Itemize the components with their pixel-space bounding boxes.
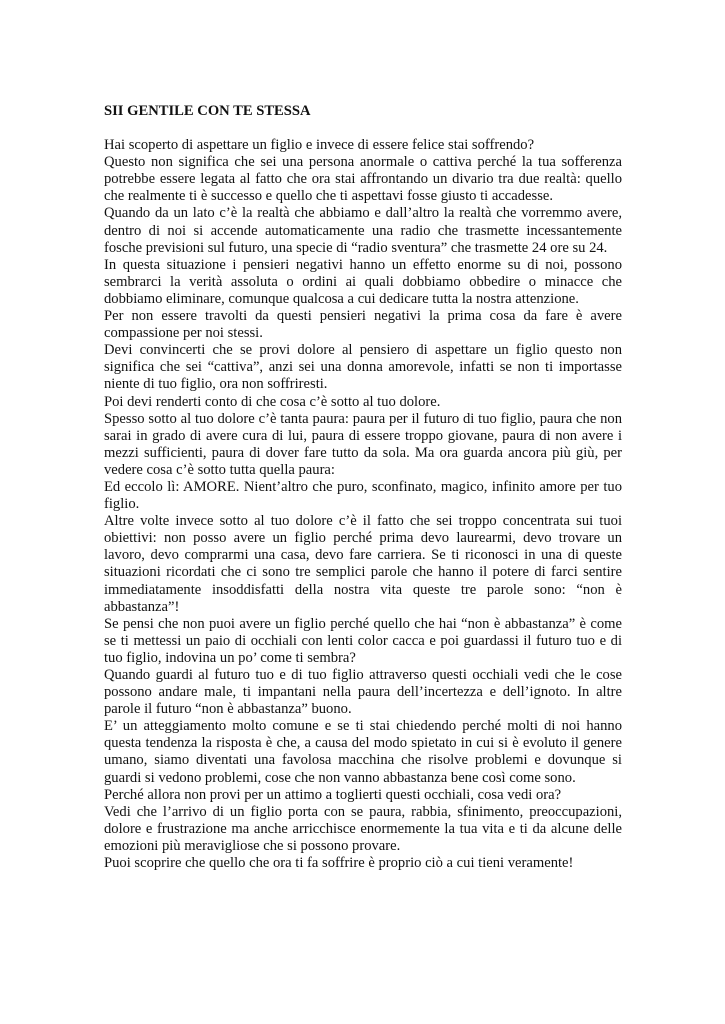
paragraph: Devi convincerti che se provi dolore al pensiero di aspettare un figlio questo non significa che sei “cattiva”, anzi sei una donna amorevole, infatti se non ti importasse niente di tuo figlio, ora non soffriresti. [104, 342, 622, 393]
paragraph: Altre volte invece sotto al tuo dolore c’è il fatto che sei troppo concentrata sui tuoi obiettivi: non posso avere un figlio perché prima devo laurearmi, devo trovare un lavoro, devo comprarmi una casa, devo fare carriera. Se ti riconosci in una di queste situazioni ricordati che ci sono tre semplici parole che hanno il potere di farci sentire immediatamente insoddisfatti della nostra vita queste tre parole sono: “non è abbastanza”! [104, 513, 622, 615]
paragraph: Se pensi che non puoi avere un figlio perché quello che hai “non è abbastanza” è come se ti mettessi un paio di occhiali con lenti color cacca e poi guardassi il futuro tuo e di tuo figlio, indovina un po’ come ti sembra? [104, 615, 622, 666]
paragraph: Vedi che l’arrivo di un figlio porta con se paura, rabbia, sfinimento, preoccupazioni, dolore e frustrazione ma anche arricchisce enormemente la tua vita e ti da alcune delle emozioni più meravigliose che si possono provare. [104, 803, 622, 854]
paragraph: Questo non significa che sei una persona anormale o cattiva perché la tua sofferenza potrebbe essere legata al fatto che ora stai affrontando un divario tra due realtà: quello che realmente ti è successo e quello che ti aspettavi fosse giusto ti accadesse. [104, 154, 622, 205]
paragraph: Per non essere travolti da questi pensieri negativi la prima cosa da fare è avere compassione per noi stessi. [104, 308, 622, 342]
paragraph: In questa situazione i pensieri negativi hanno un effetto enorme su di noi, possono sembrarci la verità assoluta o ordini ai quali dobbiamo obbedire o minacce che dobbiamo eliminare, comunque qualcosa a cui dedicare tutta la nostra attenzione. [104, 256, 622, 307]
document-body [104, 137, 622, 872]
paragraph: Spesso sotto al tuo dolore c’è tanta paura: paura per il futuro di tuo figlio, paura che non sarai in grado di avere cura di lui, paura di essere troppo giovane, paura di non avere i mezzi sufficienti, paura di dover fare tutto da sola. Ma ora guarda ancora più giù, per vedere cosa c’è sotto tutta quella paura: [104, 410, 622, 478]
document-title: SII GENTILE CON TE STESSA [104, 103, 311, 119]
paragraph: Perché allora non provi per un attimo a toglierti questi occhiali, cosa vedi ora? [104, 786, 562, 803]
paragraph: Quando guardi al futuro tuo e di tuo figlio attraverso questi occhiali vedi che le cose possono andare male, ti impantani nella paura dell’incertezza e dell’ignoto. In altre parole il futuro “non è abbastanza” buono. [104, 667, 622, 718]
paragraph: E’ un atteggiamento molto comune e se ti stai chiedendo perché molti di noi hanno questa tendenza la risposta è che, a causa del modo spietato in cui si è evoluto il genere umano, siamo diventati una favolosa macchina che risolve problemi e dovunque si guardi si vedono problemi, cose che non vanno abbastanza bene così come sono. [104, 718, 622, 786]
paragraph: Hai scoperto di aspettare un figlio e invece di essere felice stai soffrendo? [104, 137, 535, 154]
paragraph: Ed eccolo lì: AMORE. Nient’altro che puro, sconfinato, magico, infinito amore per tuo figlio. [104, 478, 622, 513]
document-page [104, 103, 622, 872]
paragraph: Poi devi renderti conto di che cosa c’è sotto al tuo dolore. [104, 393, 441, 410]
paragraph: Puoi scoprire che quello che ora ti fa soffrire è proprio ciò a cui tieni veramente! [104, 855, 574, 872]
paragraph: Quando da un lato c’è la realtà che abbiamo e dall’altro la realtà che vorremmo avere, dentro di noi si accende automaticamente una radio che trasmette incessantemente fosche previsioni sul futuro, una specie di “radio sventura” che trasmette 24 ore su 24. [104, 205, 622, 256]
